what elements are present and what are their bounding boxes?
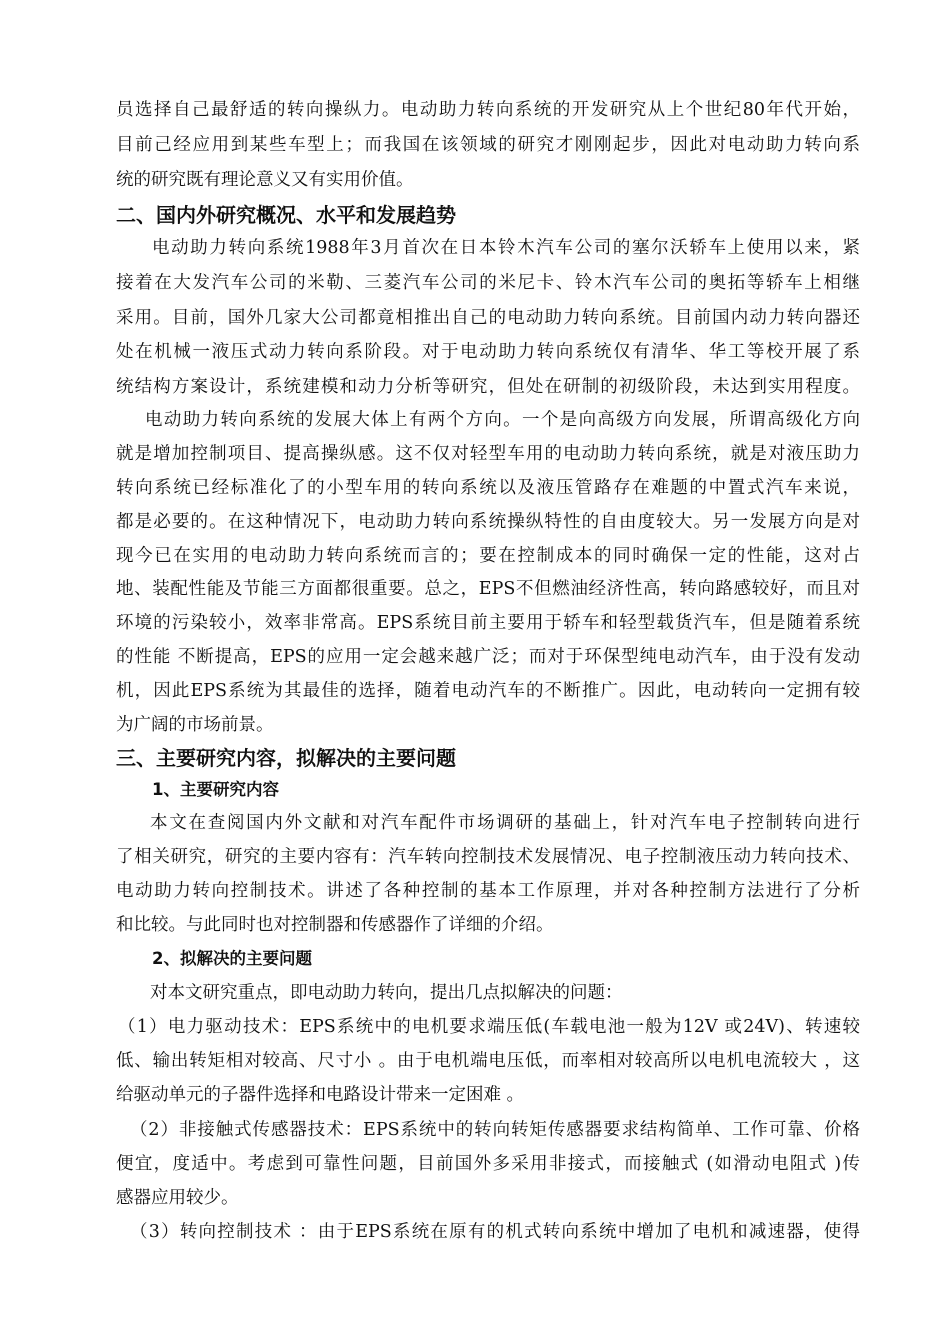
intro-line-3: 统的研究既有理论意义又有实用价值。	[116, 170, 414, 190]
subsection-1-line: 和比较。与此同时也对控制器和传感器作了详细的介绍。	[116, 915, 554, 935]
subsection-2-intro: 对本文研究重点，即电动助力转向，提出几点拟解决的问题：	[150, 983, 623, 1003]
section-2-para-2-line: 就是增加控制项目、提高操纵感。这不仅对轻型车用的电动助力转向系统，就是对液压助力	[116, 444, 860, 464]
problem-2-line: （2）非接触式传感器技术：EPS系统中的转向转矩传感器要求结构简单、工作可靠、价格	[130, 1120, 860, 1140]
problem-1-line: （1）电力驱动技术：EPS系统中的电机要求端压低(车载电池一般为12V 或24V)、转速较	[118, 1017, 860, 1037]
problem-2-line: 便宜，度适中。考虑到可靠性问题，目前国外多采用非接式，而接触式 (如滑动电阻式 )传	[116, 1154, 860, 1174]
section-2-para-2-line: 电动助力转向系统的发展大体上有两个方向。一个是向高级方向发展，所谓高级化方向	[145, 410, 860, 430]
section-2-para-2-line: 地、装配性能及节能三方面都很重要。总之，EPS不但燃油经济性高，转向路感较好，而且对	[116, 579, 860, 599]
intro-line-1: 员选择自己最舒适的转向操纵力。电动助力转向系统的开发研究从上个世纪80年代开始，	[116, 100, 860, 120]
section-2-para-1-line: 电动助力转向系统1988年3月首次在日本铃木汽车公司的塞尔沃轿车上使用以来，紧	[152, 238, 860, 258]
problem-1-line: 低、输出转矩相对较高、尺寸小 。由于电机端电压低，而率相对较高所以电机电流较大 ，这	[116, 1051, 860, 1071]
section-2-para-1-line: 接着在大发汽车公司的米勒、三菱汽车公司的米尼卡、铃木汽车公司的奥拓等轿车上相继	[116, 273, 860, 293]
problem-3-line: （3）转向控制技术 ：由于EPS系统在原有的机式转向系统中增加了电机和减速器，使得	[130, 1222, 860, 1242]
section-2-para-2-line: 都是必要的。在这种情况下，电动助力转向系统操纵特性的自由度较大。另一发展方向是对	[116, 512, 860, 532]
section-2-para-2-line: 为广阔的市场前景。	[116, 715, 274, 735]
section-2-para-1-line: 统结构方案设计，系统建模和动力分析等研究，但处在研制的初级阶段，未达到实用程度。	[116, 377, 860, 397]
subsection-1-line: 本文在查阅国内外文献和对汽车配件市场调研的基础上，针对汽车电子控制转向进行	[150, 813, 860, 833]
section-3-heading: 三、主要研究内容，拟解决的主要问题	[116, 746, 456, 770]
section-2-para-1-line: 处在机械一液压式动力转向系阶段。对于电动助力转向系统仅有清华、华工等校开展了系	[116, 342, 860, 362]
problem-1-line: 给驱动单元的子器件选择和电路设计带来一定困难 。	[116, 1085, 525, 1105]
subsection-1-line: 电动助力转向控制技术。讲述了各种控制的基本工作原理，并对各种控制方法进行了分析	[116, 881, 860, 901]
subsection-1-heading: 1、主要研究内容	[152, 780, 279, 799]
section-2-para-2-line: 机，因此EPS系统为其最佳的选择，随着电动汽车的不断推广。因此，电动转向一定拥有较	[116, 681, 860, 701]
section-2-para-2-line: 环境的污染较小，效率非常高。EPS系统目前主要用于轿车和轻型载货汽车，但是随着系统	[116, 613, 860, 633]
section-2-heading: 二、国内外研究概况、水平和发展趋势	[116, 203, 456, 227]
section-2-para-2-line: 转向系统已经标准化了的小型车用的转向系统以及液压管路存在难题的中置式汽车来说，	[116, 478, 860, 498]
section-2-para-1-line: 采用。目前，国外几家大公司都竟相推出自己的电动助力转向系统。目前国内动力转向器还	[116, 308, 860, 328]
problem-2-line: 感器应用较少。	[116, 1188, 239, 1208]
section-2-para-2-line: 的性能 不断提高，EPS的应用一定会越来越广泛；而对于环保型纯电动汽车，由于没有发动	[116, 647, 860, 667]
section-2-para-2-line: 现今已在实用的电动助力转向系统而言的；要在控制成本的同时确保一定的性能，这对占	[116, 546, 860, 566]
subsection-1-line: 了相关研究，研究的主要内容有：汽车转向控制技术发展情况、电子控制液压动力转向技术、	[116, 847, 860, 867]
subsection-2-heading: 2、拟解决的主要问题	[152, 949, 312, 968]
intro-line-2: 目前己经应用到某些车型上；而我国在该领域的研究才刚刚起步，因此对电动助力转向系	[116, 135, 860, 155]
